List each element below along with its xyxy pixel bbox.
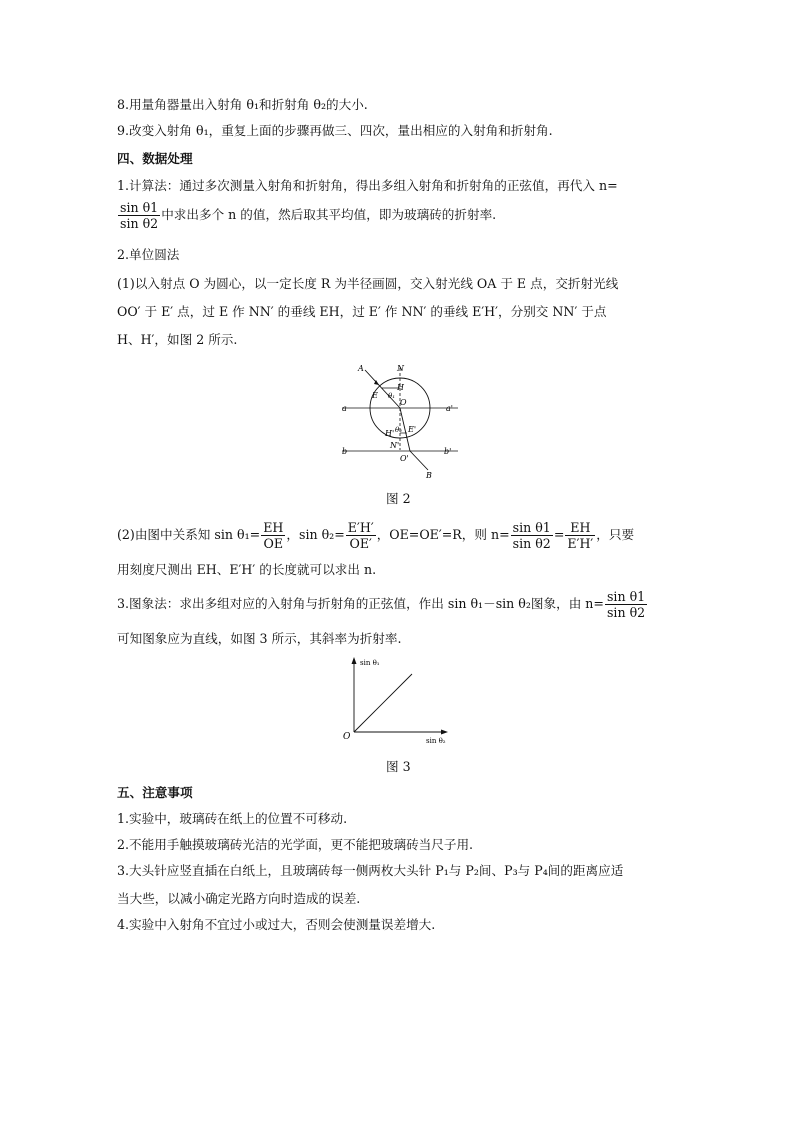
fraction-denominator: OE′ xyxy=(349,536,372,551)
label-A: A xyxy=(358,364,364,373)
figure-3-graph xyxy=(340,655,460,750)
label-b-prime: b' xyxy=(444,447,452,456)
fraction-denominator: OE xyxy=(263,536,284,551)
fraction-EH-prime-OE-prime xyxy=(346,520,376,551)
note-3-line-1: 3.大头针应竖直插在白纸上，且玻璃砖每一侧两枚大头针 P₁与 P₂间、P₃与 P₄间的距离应适 xyxy=(117,863,624,878)
method-2-para-line-1: (1)以入射点 O 为圆心，以一定长度 R 为半径画圆，交入射光线 OA 于 E 点，交折射光线 xyxy=(117,276,619,291)
method-3-line-1 xyxy=(117,589,681,620)
figure-2-caption: 图 2 xyxy=(386,491,411,506)
fraction-denominator: sin θ2 xyxy=(120,216,159,231)
label-B: B xyxy=(426,471,432,480)
label-H: H xyxy=(397,383,404,392)
method-1-line-1: 1.计算法：通过多次测量入射角和折射角，得出多组入射角和折射角的正弦值，再代入 n= xyxy=(117,178,618,193)
text-segment: ，OE=OE′=R，则 n= xyxy=(376,527,510,542)
y-axis-label: sin θ₁ xyxy=(360,659,380,667)
section-heading-notes: 五、注意事项 xyxy=(117,785,193,800)
label-H-prime: H' xyxy=(385,429,395,438)
fraction-numerator: sin θ1 xyxy=(120,200,159,215)
label-O-prime: O' xyxy=(400,454,409,463)
note-1: 1.实验中，玻璃砖在纸上的位置不可移动. xyxy=(117,811,348,826)
x-axis-label: sin θ₂ xyxy=(426,737,446,745)
text-segment: 3.图象法：求出多组对应的入射角与折射角的正弦值，作出 sin θ₁－sin θ₂图象，由 n= xyxy=(117,596,604,611)
section-heading-data-processing: 四、数据处理 xyxy=(117,151,193,166)
method-1-fraction xyxy=(118,200,160,231)
method-2-step-2-line-2: 用刻度尺测出 EH、E′H′ 的长度就可以求出 n. xyxy=(117,562,377,577)
label-N-prime: N' xyxy=(390,441,400,450)
method-2-title: 2.单位圆法 xyxy=(117,247,180,262)
fraction-EH-OE xyxy=(261,520,285,551)
fraction-EH-over-EH-prime xyxy=(565,520,595,551)
method-2-para-line-2: OO′ 于 E′ 点，过 E 作 NN′ 的垂线 EH，过 E′ 作 NN′ 的垂线 E′H′，分别交 NN′ 于点 xyxy=(117,304,607,319)
fraction-denominator: sin θ2 xyxy=(606,605,646,620)
label-E: E xyxy=(372,391,378,400)
origin-label: O xyxy=(343,732,351,742)
note-2: 2.不能用手触摸玻璃砖光洁的光学面，更不能把玻璃砖当尺子用. xyxy=(117,837,474,852)
label-N: N xyxy=(397,364,404,373)
fraction-numerator: EH xyxy=(565,520,595,536)
method-2-para-line-3: H、H′，如图 2 所示. xyxy=(117,332,238,347)
method-1-line-2 xyxy=(117,200,681,231)
fraction-numerator: sin θ1 xyxy=(606,589,646,604)
label-E-prime: E' xyxy=(408,425,417,434)
step-9: 9.改变入射角 θ₁，重复上面的步骤再做三、四次，量出相应的入射角和折射角. xyxy=(117,123,553,138)
fraction-denominator: sin θ2 xyxy=(512,536,551,551)
label-a-prime: a' xyxy=(446,404,453,413)
note-3-line-2: 当大些，以减小确定光路方向时造成的误差. xyxy=(117,891,361,906)
text-segment: (2)由图中关系知 sin θ₁= xyxy=(117,527,261,542)
method-3-fraction xyxy=(605,589,647,620)
fraction-numerator: sin θ1 xyxy=(512,520,551,535)
figure-3-caption: 图 3 xyxy=(386,759,411,774)
step-8: 8.用量角器量出入射角 θ₁和折射角 θ₂的大小. xyxy=(117,97,368,112)
fraction-numerator: EH xyxy=(263,520,284,535)
fraction-numerator: E′H′ xyxy=(347,520,374,535)
method-3-line-2: 可知图象应为直线，如图 3 所示，其斜率为折射率. xyxy=(117,631,402,646)
text-segment: ，只要 xyxy=(596,527,635,542)
label-theta-2: θ₂ xyxy=(395,426,403,434)
note-4: 4.实验中入射角不宜过小或过大，否则会使测量误差增大. xyxy=(117,917,436,932)
method-2-step-2-line-1 xyxy=(117,520,681,551)
figure-2-unit-circle-diagram xyxy=(330,358,470,483)
label-O: O xyxy=(400,398,407,407)
label-theta-1: θ₁ xyxy=(388,392,396,400)
label-b: b xyxy=(342,447,348,456)
fraction-sin-ratio xyxy=(511,520,553,551)
text-segment: ，sin θ₂= xyxy=(286,527,345,542)
method-1-line-2-text: 中求出多个 n 的值，然后取其平均值，即为玻璃砖的折射率. xyxy=(161,207,497,222)
text-segment: = xyxy=(553,527,565,542)
label-a: a xyxy=(342,404,347,413)
fraction-denominator: E′H′ xyxy=(567,536,594,551)
